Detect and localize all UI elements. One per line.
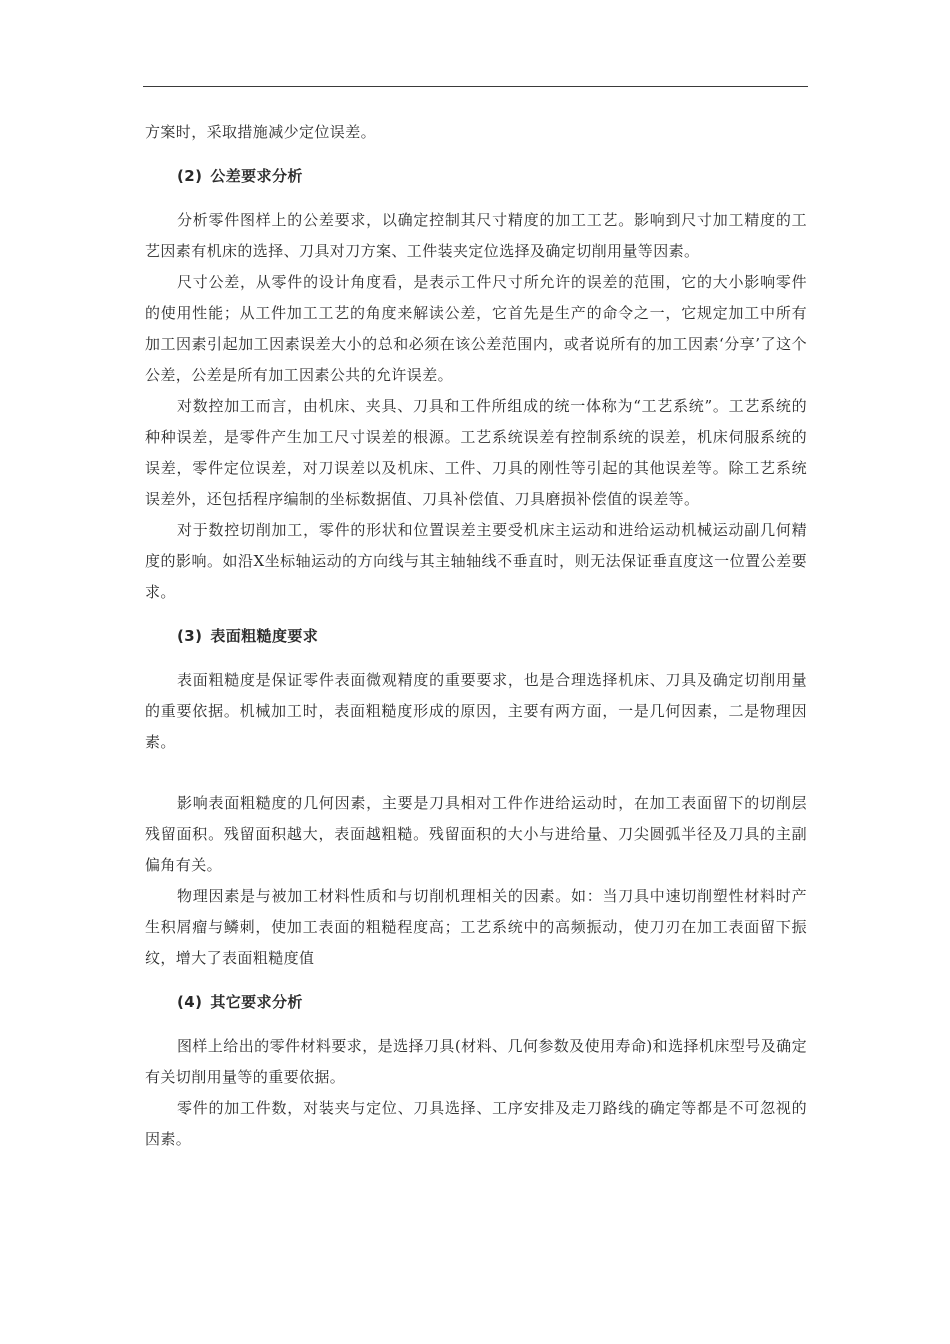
opening-line: 方案时，采取措施减少定位误差。: [145, 123, 377, 141]
paragraph: 图样上给出的零件材料要求，是选择刀具(材料、几何参数及使用寿命)和选择机床型号及确定有关切削用量等的重要依据。: [145, 1037, 807, 1086]
section-title: 表面粗糙度要求: [210, 627, 319, 645]
section-heading-tolerance: [145, 161, 807, 192]
section-title: 公差要求分析: [210, 167, 303, 185]
section-number: (4): [177, 993, 203, 1011]
paragraph: 影响表面粗糙度的几何因素，主要是刀具相对工件作进给运动时，在加工表面留下的切削层残留面积。残留面积越大，表面越粗糙。残留面积的大小与进给量、刀尖圆弧半径及刀具的主副偏角有关。: [145, 794, 807, 874]
paragraph-gap: [145, 758, 807, 788]
paragraph: 分析零件图样上的公差要求，以确定控制其尺寸精度的加工工艺。影响到尺寸加工精度的工艺因素有机床的选择、刀具对刀方案、工件装夹定位选择及确定切削用量等因素。: [145, 211, 807, 260]
section-heading-other-requirements: [145, 987, 807, 1018]
document-body: [145, 117, 807, 1155]
section-heading-surface-roughness: [145, 621, 807, 652]
paragraph: 对数控加工而言，由机床、夹具、刀具和工件所组成的统一体称为“工艺系统”。工艺系统的种种误差，是零件产生加工尺寸误差的根源。工艺系统误差有控制系统的误差，机床伺服系统的误差，零件定位误差，对刀误差以及机床、工件、刀具的刚性等引起的其他误差等。除工艺系统误差外，还包括程序编制的坐标数据值、刀具补偿值、刀具磨损补偿值的误差等。: [145, 397, 807, 508]
paragraph: 零件的加工件数，对装夹与定位、刀具选择、工序安排及走刀路线的确定等都是不可忽视的因素。: [145, 1099, 807, 1148]
header-rule: [143, 86, 808, 87]
section-number: (2): [177, 167, 203, 185]
section-title: 其它要求分析: [210, 993, 303, 1011]
paragraph: 表面粗糙度是保证零件表面微观精度的重要要求，也是合理选择机床、刀具及确定切削用量的重要依据。机械加工时，表面粗糙度形成的原因，主要有两方面，一是几何因素，二是物理因素。: [145, 671, 807, 751]
paragraph: 物理因素是与被加工材料性质和与切削机理相关的因素。如：当刀具中速切削塑性材料时产生积屑瘤与鳞刺，使加工表面的粗糙程度高；工艺系统中的高频振动，使刀刃在加工表面留下振纹，增大了表面粗糙度值: [145, 887, 807, 967]
paragraph: 对于数控切削加工，零件的形状和位置误差主要受机床主运动和进给运动机械运动副几何精度的影响。如沿X坐标轴运动的方向线与其主轴轴线不垂直时，则无法保证垂直度这一位置公差要求。: [145, 521, 807, 601]
section-number: (3): [177, 627, 203, 645]
paragraph: 尺寸公差，从零件的设计角度看，是表示工件尺寸所允许的误差的范围，它的大小影响零件的使用性能；从工件加工工艺的角度来解读公差，它首先是生产的命令之一，它规定加工中所有加工因素引起加工因素误差大小的总和必须在该公差范围内，或者说所有的加工因素‘分享’了这个公差，公差是所有加工因素公共的允许误差。: [145, 273, 807, 384]
